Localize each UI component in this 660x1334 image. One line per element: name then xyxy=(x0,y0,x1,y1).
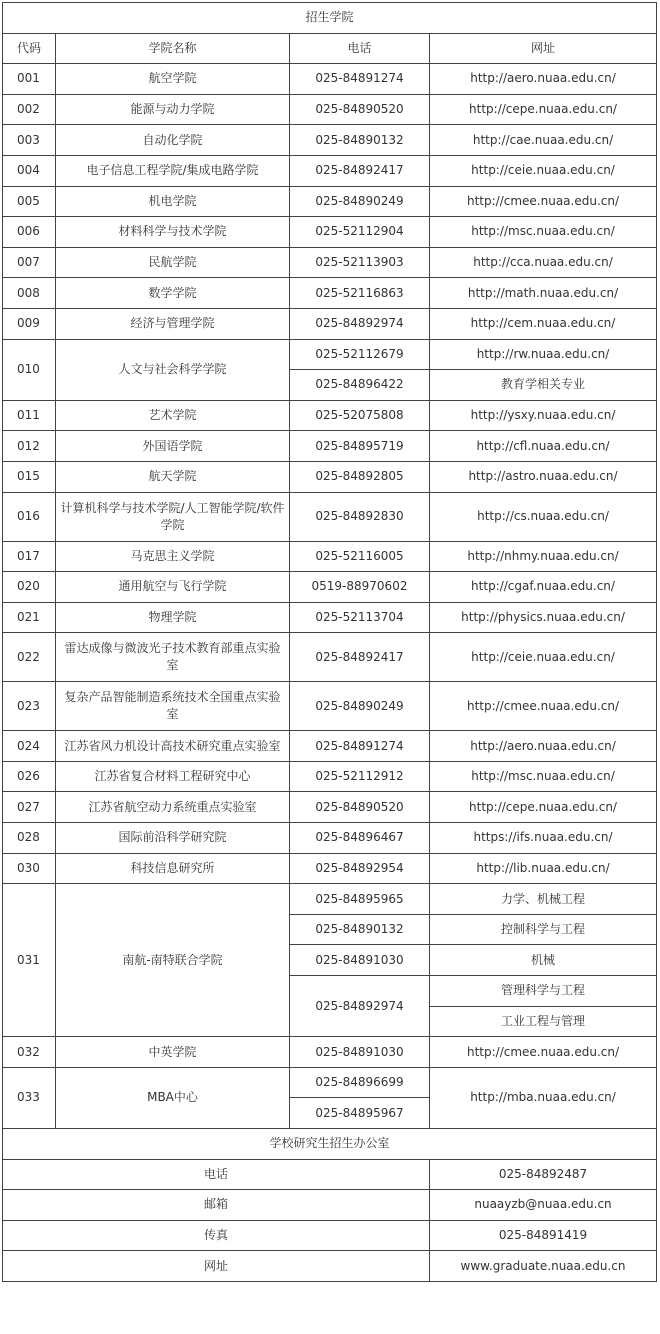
row-url[interactable]: http://ceie.nuaa.edu.cn/ xyxy=(430,633,657,682)
office-label: 传真 xyxy=(3,1220,430,1251)
row-phone: 025-84890520 xyxy=(290,94,430,125)
row-name: 科技信息研究所 xyxy=(56,853,290,884)
row-url[interactable]: http://rw.nuaa.edu.cn/ xyxy=(430,339,657,370)
row-code: 021 xyxy=(3,602,56,633)
row-phone: 025-84896699 xyxy=(290,1067,430,1098)
row-code: 022 xyxy=(3,633,56,682)
row-code: 006 xyxy=(3,217,56,248)
office-value: 025-84892487 xyxy=(430,1159,657,1190)
row-name: 通用航空与飞行学院 xyxy=(56,572,290,603)
row-url[interactable]: http://cae.nuaa.edu.cn/ xyxy=(430,125,657,156)
row-note: 工业工程与管理 xyxy=(430,1006,657,1037)
row-code: 032 xyxy=(3,1037,56,1068)
admissions-table xyxy=(2,2,657,1282)
row-phone: 025-52112904 xyxy=(290,217,430,248)
table-row xyxy=(3,400,657,431)
row-name: 马克思主义学院 xyxy=(56,541,290,572)
row-name: 中英学院 xyxy=(56,1037,290,1068)
row-name: 数学学院 xyxy=(56,278,290,309)
row-note: 教育学相关专业 xyxy=(430,370,657,401)
row-phone: 025-84891030 xyxy=(290,945,430,976)
table-row xyxy=(3,186,657,217)
table-row xyxy=(3,731,657,762)
row-code: 001 xyxy=(3,64,56,95)
table-row xyxy=(3,94,657,125)
table-row xyxy=(3,461,657,492)
row-url[interactable]: http://lib.nuaa.edu.cn/ xyxy=(430,853,657,884)
row-phone: 025-84892805 xyxy=(290,461,430,492)
office-row xyxy=(3,1190,657,1221)
row-code: 010 xyxy=(3,339,56,400)
row-phone: 025-84896467 xyxy=(290,823,430,854)
row-phone: 025-84890249 xyxy=(290,186,430,217)
row-code: 033 xyxy=(3,1067,56,1128)
row-url[interactable]: http://msc.nuaa.edu.cn/ xyxy=(430,761,657,792)
row-code: 031 xyxy=(3,884,56,1037)
row-phone: 025-52116863 xyxy=(290,278,430,309)
row-name: 江苏省风力机设计高技术研究重点实验室 xyxy=(56,731,290,762)
row-url[interactable]: http://nhmy.nuaa.edu.cn/ xyxy=(430,541,657,572)
row-url[interactable]: http://physics.nuaa.edu.cn/ xyxy=(430,602,657,633)
row-name: 复杂产品智能制造系统技术全国重点实验室 xyxy=(56,682,290,731)
row-name: 江苏省航空动力系统重点实验室 xyxy=(56,792,290,823)
table-row xyxy=(3,792,657,823)
row-phone: 025-84896422 xyxy=(290,370,430,401)
office-row xyxy=(3,1220,657,1251)
row-note: 管理科学与工程 xyxy=(430,976,657,1007)
row-code: 011 xyxy=(3,400,56,431)
row-code: 007 xyxy=(3,247,56,278)
office-row xyxy=(3,1251,657,1282)
table-row xyxy=(3,1067,657,1098)
office-label: 网址 xyxy=(3,1251,430,1282)
row-code: 004 xyxy=(3,155,56,186)
row-code: 016 xyxy=(3,492,56,541)
row-phone: 025-84892974 xyxy=(290,308,430,339)
table-row xyxy=(3,572,657,603)
row-phone: 025-84892417 xyxy=(290,155,430,186)
row-phone: 025-84892974 xyxy=(290,976,430,1037)
row-name: 人文与社会科学学院 xyxy=(56,339,290,400)
row-phone: 0519-88970602 xyxy=(290,572,430,603)
row-note: 力学、机械工程 xyxy=(430,884,657,915)
row-phone: 025-84891030 xyxy=(290,1037,430,1068)
row-phone: 025-52112679 xyxy=(290,339,430,370)
row-name: 计算机科学与技术学院/人工智能学院/软件学院 xyxy=(56,492,290,541)
row-name: 物理学院 xyxy=(56,602,290,633)
table-row xyxy=(3,823,657,854)
row-name: 国际前沿科学研究院 xyxy=(56,823,290,854)
header-phone: 电话 xyxy=(290,33,430,64)
table-row xyxy=(3,633,657,682)
row-url[interactable]: http://ceie.nuaa.edu.cn/ xyxy=(430,155,657,186)
row-phone: 025-84895967 xyxy=(290,1098,430,1129)
row-phone: 025-84890520 xyxy=(290,792,430,823)
row-name: 自动化学院 xyxy=(56,125,290,156)
section-title-row xyxy=(3,3,657,34)
office-label: 邮箱 xyxy=(3,1190,430,1221)
row-note: 机械 xyxy=(430,945,657,976)
table-row xyxy=(3,155,657,186)
office-label: 电话 xyxy=(3,1159,430,1190)
table-row xyxy=(3,308,657,339)
row-phone: 025-84890132 xyxy=(290,914,430,945)
row-url[interactable]: http://cem.nuaa.edu.cn/ xyxy=(430,308,657,339)
office-value: 025-84891419 xyxy=(430,1220,657,1251)
row-phone: 025-84892417 xyxy=(290,633,430,682)
row-phone: 025-52116005 xyxy=(290,541,430,572)
row-code: 015 xyxy=(3,461,56,492)
row-name: 能源与动力学院 xyxy=(56,94,290,125)
row-url[interactable]: http://cepe.nuaa.edu.cn/ xyxy=(430,792,657,823)
row-phone: 025-84891274 xyxy=(290,731,430,762)
row-note: 控制科学与工程 xyxy=(430,914,657,945)
row-code: 027 xyxy=(3,792,56,823)
row-name: 航空学院 xyxy=(56,64,290,95)
row-url[interactable]: http://cmee.nuaa.edu.cn/ xyxy=(430,1037,657,1068)
table-row xyxy=(3,682,657,731)
table-row xyxy=(3,278,657,309)
office-value[interactable]: www.graduate.nuaa.edu.cn xyxy=(430,1251,657,1282)
row-phone: 025-84890249 xyxy=(290,682,430,731)
row-code: 005 xyxy=(3,186,56,217)
table-row xyxy=(3,125,657,156)
row-phone: 025-52113704 xyxy=(290,602,430,633)
row-code: 009 xyxy=(3,308,56,339)
table-row xyxy=(3,247,657,278)
table-row xyxy=(3,64,657,95)
row-url[interactable]: http://cfl.nuaa.edu.cn/ xyxy=(430,431,657,462)
row-url[interactable]: http://aero.nuaa.edu.cn/ xyxy=(430,731,657,762)
row-url[interactable]: http://aero.nuaa.edu.cn/ xyxy=(430,64,657,95)
header-code: 代码 xyxy=(3,33,56,64)
row-name: 江苏省复合材料工程研究中心 xyxy=(56,761,290,792)
row-name: 雷达成像与微波光子技术教育部重点实验室 xyxy=(56,633,290,682)
table-row xyxy=(3,541,657,572)
row-phone: 025-84892830 xyxy=(290,492,430,541)
row-code: 026 xyxy=(3,761,56,792)
row-url[interactable]: http://cca.nuaa.edu.cn/ xyxy=(430,247,657,278)
row-phone: 025-52113903 xyxy=(290,247,430,278)
row-url[interactable]: http://msc.nuaa.edu.cn/ xyxy=(430,217,657,248)
row-code: 028 xyxy=(3,823,56,854)
office-value[interactable]: nuaayzb@nuaa.edu.cn xyxy=(430,1190,657,1221)
row-phone: 025-84895719 xyxy=(290,431,430,462)
row-url[interactable]: http://math.nuaa.edu.cn/ xyxy=(430,278,657,309)
office-row xyxy=(3,1159,657,1190)
row-name: MBA中心 xyxy=(56,1067,290,1128)
row-url[interactable]: http://cmee.nuaa.edu.cn/ xyxy=(430,186,657,217)
row-code: 008 xyxy=(3,278,56,309)
row-code: 020 xyxy=(3,572,56,603)
header-url: 网址 xyxy=(430,33,657,64)
header-name: 学院名称 xyxy=(56,33,290,64)
table-row xyxy=(3,492,657,541)
row-name: 航天学院 xyxy=(56,461,290,492)
row-phone: 025-84891274 xyxy=(290,64,430,95)
row-name: 外国语学院 xyxy=(56,431,290,462)
row-url[interactable]: https://ifs.nuaa.edu.cn/ xyxy=(430,823,657,854)
row-url[interactable]: http://cgaf.nuaa.edu.cn/ xyxy=(430,572,657,603)
row-name: 南航-南特联合学院 xyxy=(56,884,290,1037)
table-row xyxy=(3,853,657,884)
table-row xyxy=(3,339,657,370)
row-name: 材料科学与技术学院 xyxy=(56,217,290,248)
table-row xyxy=(3,761,657,792)
row-name: 经济与管理学院 xyxy=(56,308,290,339)
table-row xyxy=(3,1037,657,1068)
row-code: 023 xyxy=(3,682,56,731)
section-title: 招生学院 xyxy=(3,3,657,34)
row-name: 电子信息工程学院/集成电路学院 xyxy=(56,155,290,186)
row-code: 002 xyxy=(3,94,56,125)
row-name: 民航学院 xyxy=(56,247,290,278)
row-phone: 025-84892954 xyxy=(290,853,430,884)
row-phone: 025-52075808 xyxy=(290,400,430,431)
row-phone: 025-84890132 xyxy=(290,125,430,156)
row-name: 艺术学院 xyxy=(56,400,290,431)
row-phone: 025-52112912 xyxy=(290,761,430,792)
row-name: 机电学院 xyxy=(56,186,290,217)
row-code: 030 xyxy=(3,853,56,884)
table-row xyxy=(3,602,657,633)
row-url[interactable]: http://astro.nuaa.edu.cn/ xyxy=(430,461,657,492)
header-row xyxy=(3,33,657,64)
row-url[interactable]: http://cepe.nuaa.edu.cn/ xyxy=(430,94,657,125)
table-row xyxy=(3,431,657,462)
row-url[interactable]: http://ysxy.nuaa.edu.cn/ xyxy=(430,400,657,431)
office-title: 学校研究生招生办公室 xyxy=(3,1129,657,1160)
table-row xyxy=(3,884,657,915)
row-code: 017 xyxy=(3,541,56,572)
row-code: 012 xyxy=(3,431,56,462)
table-row xyxy=(3,217,657,248)
row-url[interactable]: http://cs.nuaa.edu.cn/ xyxy=(430,492,657,541)
row-phone: 025-84895965 xyxy=(290,884,430,915)
office-title-row xyxy=(3,1129,657,1160)
row-url[interactable]: http://cmee.nuaa.edu.cn/ xyxy=(430,682,657,731)
row-code: 003 xyxy=(3,125,56,156)
row-url[interactable]: http://mba.nuaa.edu.cn/ xyxy=(430,1067,657,1128)
row-code: 024 xyxy=(3,731,56,762)
